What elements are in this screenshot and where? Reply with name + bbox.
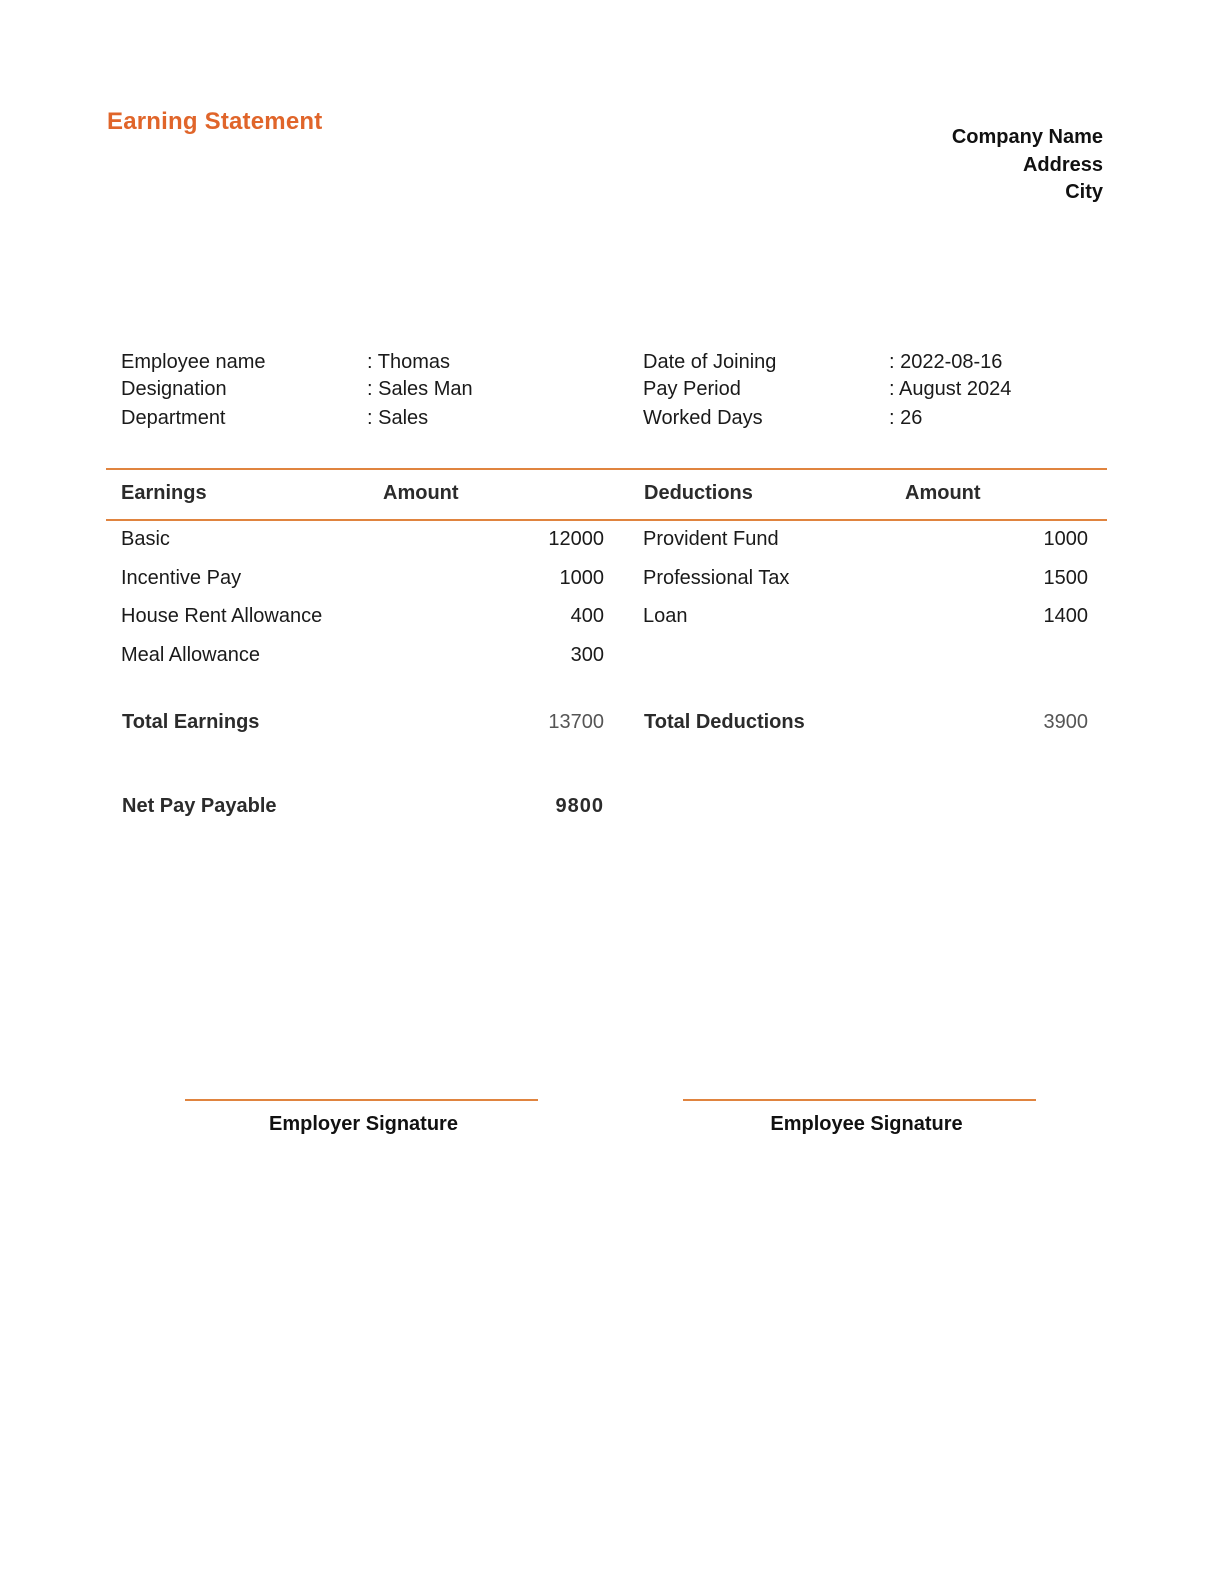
earning-label: Meal Allowance xyxy=(121,644,260,666)
company-city: City xyxy=(1065,181,1103,203)
total-deductions-label: Total Deductions xyxy=(644,711,805,733)
info-label-worked-days: Worked Days xyxy=(643,407,763,429)
header-deductions: Deductions xyxy=(644,482,753,504)
info-value-worked-days: : 26 xyxy=(889,407,923,429)
info-label-date-of-joining: Date of Joining xyxy=(643,351,777,373)
earning-amount: 400 xyxy=(570,605,604,627)
info-label-employee-name: Employee name xyxy=(121,351,266,373)
header-deductions-amount: Amount xyxy=(905,482,981,504)
deduction-label: Provident Fund xyxy=(643,528,779,550)
total-earnings-value: 13700 xyxy=(548,711,604,733)
earning-amount: 12000 xyxy=(548,528,604,550)
earning-amount: 300 xyxy=(570,644,604,666)
earning-label: Basic xyxy=(121,528,170,550)
info-label-pay-period: Pay Period xyxy=(643,378,741,400)
employee-signature-label: Employee Signature xyxy=(770,1113,963,1135)
company-block xyxy=(952,124,1103,207)
earning-label: Incentive Pay xyxy=(121,567,242,589)
net-pay-label: Net Pay Payable xyxy=(122,795,277,817)
info-value-pay-period: : August 2024 xyxy=(889,378,1012,400)
total-earnings-label: Total Earnings xyxy=(122,711,260,733)
net-pay-value: 9800 xyxy=(555,795,604,817)
info-label-designation: Designation xyxy=(121,378,227,400)
employer-signature-label: Employer Signature xyxy=(269,1113,458,1135)
employer-signature-line xyxy=(185,1099,538,1101)
company-name: Company Name xyxy=(951,126,1103,148)
deduction-amount: 1000 xyxy=(1043,528,1088,550)
company-address: Address xyxy=(1022,153,1103,176)
info-value-designation: : Sales Man xyxy=(367,378,473,400)
deduction-amount: 1400 xyxy=(1043,605,1088,627)
deduction-label: Professional Tax xyxy=(643,567,790,589)
employee-signature-line xyxy=(683,1099,1036,1101)
info-value-employee-name: : Thomas xyxy=(367,351,450,373)
earning-label: House Rent Allowance xyxy=(121,605,323,627)
info-label-department: Department xyxy=(121,407,226,429)
info-value-department: : Sales xyxy=(367,407,429,429)
table-top-rule xyxy=(106,468,1107,470)
header-earnings: Earnings xyxy=(121,482,207,504)
table-header-rule xyxy=(106,519,1107,521)
deduction-label: Loan xyxy=(643,605,688,627)
header-earnings-amount: Amount xyxy=(383,482,459,504)
earning-amount: 1000 xyxy=(559,567,604,589)
info-value-date-of-joining: : 2022-08-16 xyxy=(889,351,1003,373)
page-title: Earning Statement xyxy=(107,108,323,135)
deduction-amount: 1500 xyxy=(1043,567,1088,589)
total-deductions-value: 3900 xyxy=(1043,711,1088,733)
